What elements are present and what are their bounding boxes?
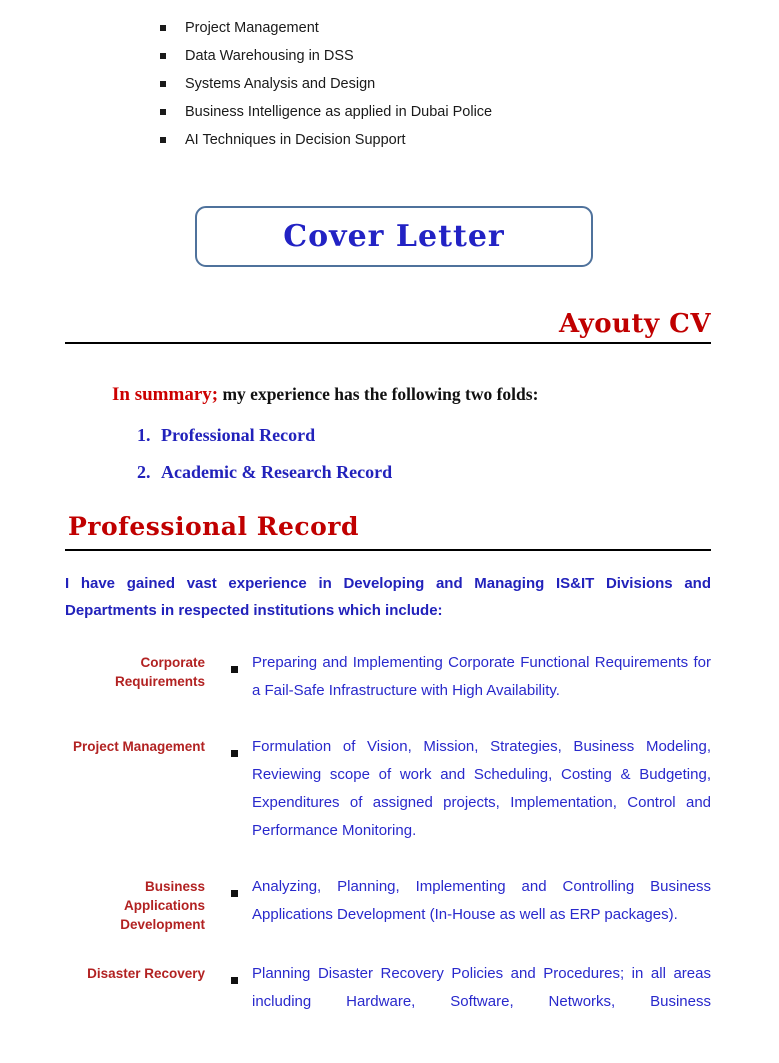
section-intro-paragraph: I have gained vast experience in Developing and Managing IS&IT Divisions and Departments in respected institutions which include: bbox=[65, 575, 711, 619]
table-row bbox=[65, 960, 711, 1016]
topic-label: Systems Analysis and Design bbox=[185, 76, 376, 92]
row-label: Disaster Recovery bbox=[87, 966, 205, 981]
list-item bbox=[160, 70, 711, 98]
row-text: Planning Disaster Recovery Policies and Procedures; in all areas including Hardware, Software, Networks, Business bbox=[252, 965, 711, 1010]
cv-header-title: Ayouty CV bbox=[558, 309, 711, 339]
bullet-square-icon bbox=[160, 25, 166, 31]
bullet-square-icon bbox=[160, 109, 166, 115]
topic-label: AI Techniques in Decision Support bbox=[185, 132, 406, 148]
experience-rows bbox=[65, 649, 711, 1016]
list-item bbox=[137, 424, 711, 447]
item-label: Academic & Research Record bbox=[161, 462, 393, 482]
list-item bbox=[160, 126, 711, 154]
list-item bbox=[137, 461, 711, 484]
item-label: Professional Record bbox=[161, 425, 316, 445]
bullet-square-icon bbox=[231, 977, 238, 984]
bullet-square-icon bbox=[160, 53, 166, 59]
section-heading-professional-record: Professional Record bbox=[65, 512, 711, 551]
header-divider-rule bbox=[65, 342, 711, 344]
topics-list bbox=[160, 14, 711, 154]
topic-label: Data Warehousing in DSS bbox=[185, 48, 354, 64]
bullet-cell bbox=[205, 649, 252, 705]
list-item bbox=[160, 14, 711, 42]
summary-numbered-list bbox=[65, 424, 711, 484]
bullet-square-icon bbox=[231, 890, 238, 897]
row-label: Business Applications Development bbox=[120, 879, 205, 932]
row-text: Formulation of Vision, Mission, Strategies, Business Modeling, Reviewing scope of work and Scheduling, Costing & Budgeting, Expenditures of assigned projects, Implementation, Control and Performance Monitoring. bbox=[252, 738, 711, 839]
bullet-square-icon bbox=[160, 81, 166, 87]
table-row bbox=[65, 873, 711, 934]
bullet-square-icon bbox=[160, 137, 166, 143]
topic-label: Business Intelligence as applied in Dubai Police bbox=[185, 104, 493, 120]
bullet-cell bbox=[205, 960, 252, 1016]
bullet-square-icon bbox=[231, 750, 238, 757]
list-item bbox=[160, 98, 711, 126]
table-row bbox=[65, 649, 711, 705]
row-text: Analyzing, Planning, Implementing and Controlling Business Applications Development (In-House as well as ERP packages). bbox=[252, 878, 711, 923]
row-label: Project Management bbox=[72, 739, 205, 754]
item-number: 1. bbox=[137, 425, 151, 445]
bullet-cell bbox=[205, 873, 252, 934]
summary-lead: In summary; bbox=[112, 384, 219, 405]
summary-text: my experience has the following two folds: bbox=[222, 384, 539, 404]
cover-letter-box bbox=[195, 206, 593, 267]
table-row bbox=[65, 733, 711, 845]
summary-line bbox=[112, 384, 711, 406]
topic-label: Project Management bbox=[185, 20, 319, 36]
cover-letter-title: Cover Letter bbox=[283, 219, 505, 254]
bullet-square-icon bbox=[231, 666, 238, 673]
row-label: Corporate Requirements bbox=[114, 655, 205, 689]
item-number: 2. bbox=[137, 462, 151, 482]
bullet-cell bbox=[205, 733, 252, 845]
list-item bbox=[160, 42, 711, 70]
row-text: Preparing and Implementing Corporate Functional Requirements for a Fail-Safe Infrastructure with High Availability. bbox=[252, 654, 711, 699]
